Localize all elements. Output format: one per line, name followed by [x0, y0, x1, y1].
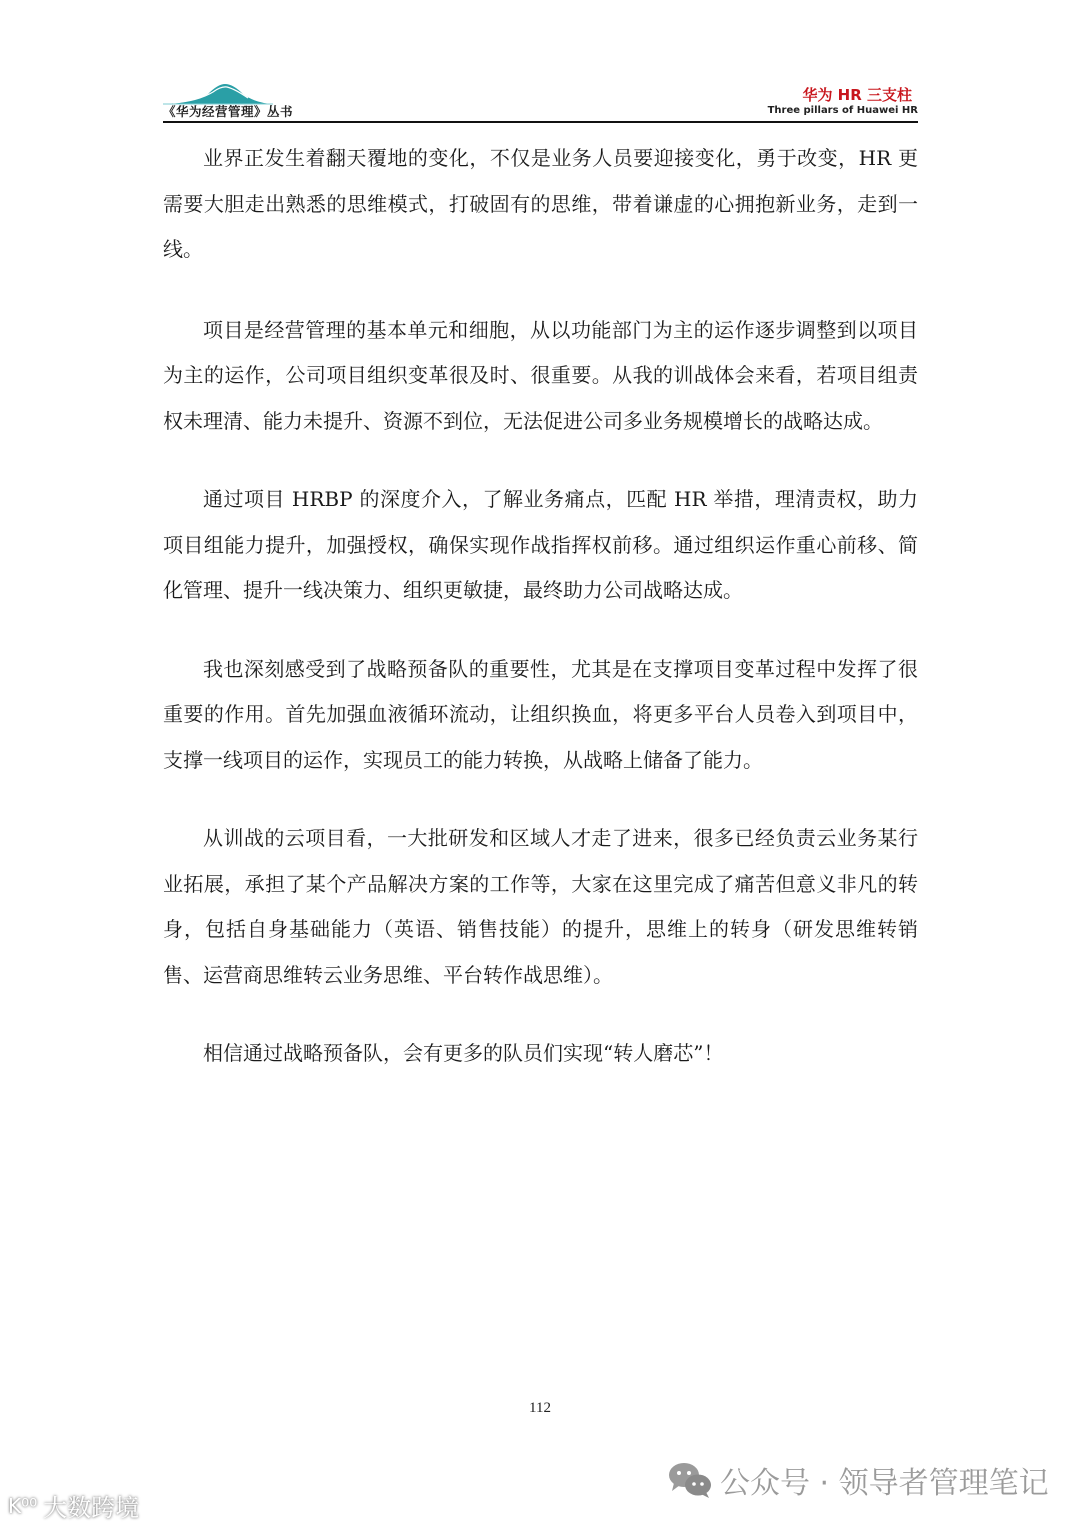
source-logo-icon: K⁰⁰ [8, 1493, 38, 1518]
header-divider [163, 121, 918, 123]
paragraph: 我也深刻感受到了战略预备队的重要性，尤其是在支撑项目变革过程中发挥了很重要的作用。首先加强血液循环流动，让组织换血，将更多平台人员卷入到项目中，支撑一线项目的运作，实现员工的能力转换，从战略上储备了能力。 [163, 656, 918, 772]
page-header [163, 70, 918, 122]
document-body [163, 136, 918, 1110]
wechat-watermark-text: 公众号 · 领导者管理笔记 [720, 1466, 1049, 1501]
paragraph: 项目是经营管理的基本单元和细胞，从以功能部门为主的运作逐步调整到以项目为主的运作，公司项目组织变革很及时、很重要。从我的训战体会来看，若项目组责权未理清、能力未提升、资源不到位，无法促进公司多业务规模增长的战略达成。 [163, 317, 918, 433]
brand-title-cn: 华为 HR 三支柱 [802, 86, 912, 104]
series-title: 《华为经营管理》丛书 [163, 104, 294, 119]
paragraph: 通过项目 HRBP 的深度介入，了解业务痛点，匹配 HR 举措，理清责权，助力项目组能力提升，加强授权，确保实现作战指挥权前移。通过组织运作重心前移、简化管理、提升一线决策力、组织更敏捷，最终助力公司战略达成。 [163, 487, 918, 602]
page-number: 112 [529, 1400, 551, 1416]
brand-title-en: Three pillars of Huawei HR [767, 105, 918, 116]
source-watermark [8, 1488, 139, 1523]
wechat-watermark [668, 1455, 1049, 1505]
paragraph: 业界正发生着翻天覆地的变化，不仅是业务人员要迎接变化，勇于改变，HR 更需要大胆走出熟悉的思维模式，打破固有的思维，带着谦虚的心拥抱新业务，走到一线。 [163, 146, 918, 261]
paragraph: 相信通过战略预备队，会有更多的队员们实现“转人磨芯”！ [203, 1041, 724, 1065]
wechat-icon [668, 1461, 712, 1499]
paragraph: 从训战的云项目看，一大批研发和区域人才走了进来，很多已经负责云业务某行业拓展，承担了某个产品解决方案的工作等，大家在这里完成了痛苦但意义非凡的转身，包括自身基础能力（英语、销售技能）的提升，思维上的转身（研发思维转销售、运营商思维转云业务思维、平台转作战思维）。 [163, 826, 918, 987]
source-watermark-text: 大数跨境 [43, 1494, 140, 1522]
